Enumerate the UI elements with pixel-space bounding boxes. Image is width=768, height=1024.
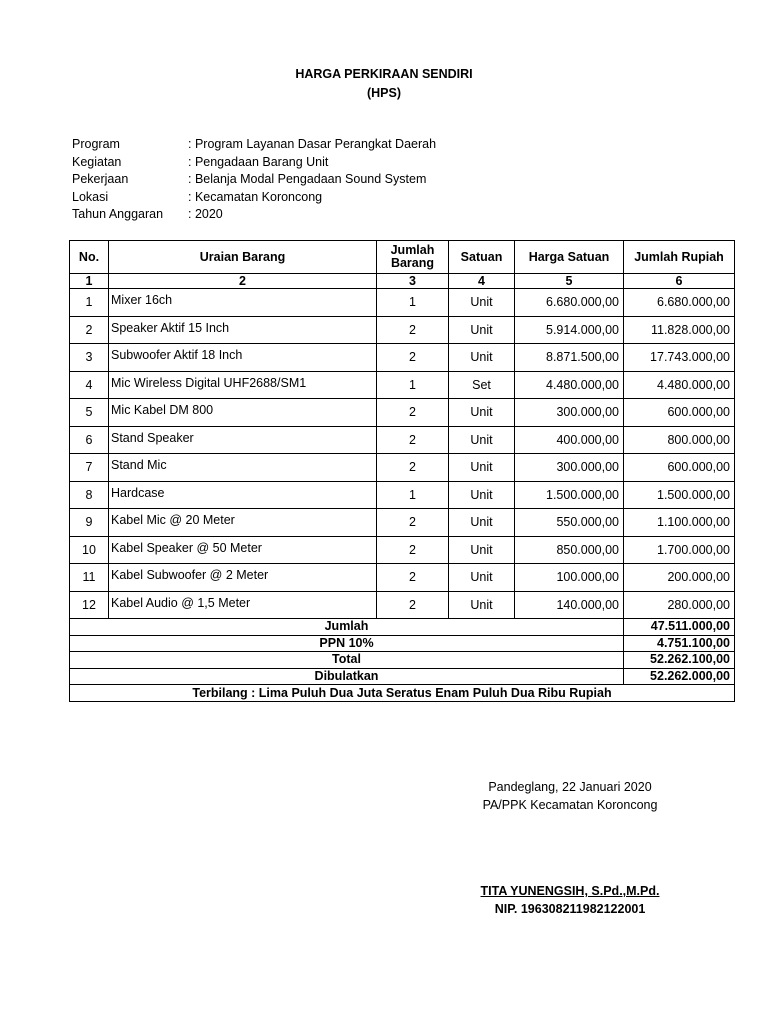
- info-value: : Program Layanan Dasar Perangkat Daerah: [188, 137, 437, 151]
- info-row-tahun: [72, 206, 436, 224]
- header-jumlah-rupiah: Jumlah Rupiah: [624, 241, 735, 274]
- table-row: [70, 316, 735, 344]
- item-total: 1.700.000,00: [624, 536, 735, 564]
- summary-value: 4.751.100,00: [624, 635, 735, 652]
- header-satuan: Satuan: [449, 241, 515, 274]
- summary-row: [70, 619, 735, 636]
- header-uraian: Uraian Barang: [109, 241, 377, 274]
- document-title: HARGA PERKIRAAN SENDIRI: [295, 67, 473, 81]
- summary-label: Total: [70, 652, 624, 669]
- hps-table: [69, 240, 735, 702]
- item-name: Hardcase: [109, 481, 377, 509]
- terbilang-row: [70, 685, 735, 702]
- item-qty: 1: [377, 289, 449, 317]
- item-qty: 1: [377, 481, 449, 509]
- item-no: 10: [70, 536, 109, 564]
- info-label: Lokasi: [72, 189, 109, 204]
- info-value: : Pengadaan Barang Unit: [188, 154, 329, 169]
- item-name: Kabel Subwoofer @ 2 Meter: [109, 564, 377, 592]
- item-no: 9: [70, 509, 109, 537]
- item-qty: 2: [377, 316, 449, 344]
- item-total: 1.100.000,00: [624, 509, 735, 537]
- item-unit: Unit: [449, 481, 515, 509]
- item-qty: 2: [377, 399, 449, 427]
- item-qty: 1: [377, 371, 449, 399]
- item-no: 6: [70, 426, 109, 454]
- table-row: [70, 371, 735, 399]
- item-no: 3: [70, 344, 109, 372]
- item-name: Kabel Speaker @ 50 Meter: [109, 536, 377, 564]
- item-price: 8.871.500,00: [515, 344, 624, 372]
- item-name: Stand Speaker: [109, 426, 377, 454]
- summary-value: 47.511.000,00: [624, 619, 735, 636]
- item-no: 11: [70, 564, 109, 592]
- table-row: [70, 426, 735, 454]
- item-price: 550.000,00: [515, 509, 624, 537]
- info-value: : 2020: [188, 207, 223, 221]
- signer-nip: NIP. 196308211982122001: [494, 902, 646, 916]
- table-row: [70, 454, 735, 482]
- item-unit: Unit: [449, 316, 515, 344]
- info-label: Program: [72, 137, 120, 151]
- summary-label: Jumlah: [70, 619, 624, 636]
- item-total: 280.000,00: [624, 591, 735, 619]
- summary-value: 52.262.000,00: [624, 668, 735, 685]
- item-total: 200.000,00: [624, 564, 735, 592]
- item-unit: Set: [449, 371, 515, 399]
- info-row-pekerjaan: [72, 171, 436, 189]
- summary-label: Dibulatkan: [70, 668, 624, 685]
- item-qty: 2: [377, 564, 449, 592]
- summary-label: PPN 10%: [70, 635, 624, 652]
- document-subtitle: (HPS): [366, 86, 402, 100]
- item-unit: Unit: [449, 564, 515, 592]
- info-value: : Kecamatan Koroncong: [188, 189, 323, 204]
- info-label: Kegiatan: [72, 154, 122, 169]
- table-row: [70, 289, 735, 317]
- item-price: 5.914.000,00: [515, 316, 624, 344]
- header-no: No.: [70, 241, 109, 274]
- summary-row: [70, 652, 735, 669]
- summary-row: [70, 668, 735, 685]
- item-total: 1.500.000,00: [624, 481, 735, 509]
- header-harga: Harga Satuan: [515, 241, 624, 274]
- item-name: Speaker Aktif 15 Inch: [109, 316, 377, 344]
- item-price: 300.000,00: [515, 454, 624, 482]
- item-price: 400.000,00: [515, 426, 624, 454]
- item-no: 8: [70, 481, 109, 509]
- item-price: 4.480.000,00: [515, 371, 624, 399]
- table-row: [70, 399, 735, 427]
- col-number: 2: [109, 274, 377, 289]
- item-price: 140.000,00: [515, 591, 624, 619]
- item-total: 800.000,00: [624, 426, 735, 454]
- col-number: 6: [624, 274, 735, 289]
- item-qty: 2: [377, 344, 449, 372]
- item-name: Mixer 16ch: [109, 289, 377, 317]
- place-date: Pandeglang, 22 Januari 2020: [488, 780, 652, 794]
- table-row: [70, 591, 735, 619]
- info-label: Tahun Anggaran: [72, 207, 164, 221]
- item-no: 1: [70, 289, 109, 317]
- item-unit: Unit: [449, 591, 515, 619]
- col-number: 1: [70, 274, 109, 289]
- col-number: 4: [449, 274, 515, 289]
- table-header-row: [70, 241, 735, 274]
- item-price: 1.500.000,00: [515, 481, 624, 509]
- item-name: Mic Wireless Digital UHF2688/SM1: [109, 371, 377, 399]
- item-unit: Unit: [449, 509, 515, 537]
- col-number: 5: [515, 274, 624, 289]
- info-row-kegiatan: [72, 154, 436, 172]
- col-number: 3: [377, 274, 449, 289]
- item-total: 11.828.000,00: [624, 316, 735, 344]
- info-block: [72, 136, 436, 224]
- header-jumlah-barang: Jumlah Barang: [377, 241, 449, 274]
- item-name: Kabel Mic @ 20 Meter: [109, 509, 377, 537]
- summary-row: [70, 635, 735, 652]
- info-label: Pekerjaan: [72, 172, 129, 186]
- table-row: [70, 509, 735, 537]
- info-row-lokasi: [72, 189, 436, 207]
- item-total: 6.680.000,00: [624, 289, 735, 317]
- item-no: 7: [70, 454, 109, 482]
- signer-position: PA/PPK Kecamatan Koroncong: [482, 798, 658, 812]
- item-no: 12: [70, 591, 109, 619]
- item-price: 850.000,00: [515, 536, 624, 564]
- item-name: Stand Mic: [109, 454, 377, 482]
- item-unit: Unit: [449, 399, 515, 427]
- item-qty: 2: [377, 536, 449, 564]
- item-qty: 2: [377, 426, 449, 454]
- summary-value: 52.262.100,00: [624, 652, 735, 669]
- item-total: 600.000,00: [624, 454, 735, 482]
- item-qty: 2: [377, 454, 449, 482]
- info-value: : Belanja Modal Pengadaan Sound System: [188, 172, 427, 186]
- item-no: 5: [70, 399, 109, 427]
- column-number-row: [70, 274, 735, 289]
- item-price: 100.000,00: [515, 564, 624, 592]
- item-unit: Unit: [449, 426, 515, 454]
- item-price: 300.000,00: [515, 399, 624, 427]
- item-price: 6.680.000,00: [515, 289, 624, 317]
- item-total: 17.743.000,00: [624, 344, 735, 372]
- item-unit: Unit: [449, 536, 515, 564]
- item-no: 2: [70, 316, 109, 344]
- table-row: [70, 344, 735, 372]
- item-no: 4: [70, 371, 109, 399]
- item-total: 600.000,00: [624, 399, 735, 427]
- table-row: [70, 481, 735, 509]
- item-qty: 2: [377, 591, 449, 619]
- item-name: Mic Kabel DM 800: [109, 399, 377, 427]
- item-qty: 2: [377, 509, 449, 537]
- item-total: 4.480.000,00: [624, 371, 735, 399]
- item-name: Subwoofer Aktif 18 Inch: [109, 344, 377, 372]
- item-unit: Unit: [449, 289, 515, 317]
- info-row-program: [72, 136, 436, 154]
- table-row: [70, 536, 735, 564]
- item-name: Kabel Audio @ 1,5 Meter: [109, 591, 377, 619]
- table-row: [70, 564, 735, 592]
- signer-name: TITA YUNENGSIH, S.Pd.,M.Pd.: [480, 884, 660, 898]
- terbilang-text: Terbilang : Lima Puluh Dua Juta Seratus Enam Puluh Dua Ribu Rupiah: [70, 685, 735, 702]
- item-unit: Unit: [449, 344, 515, 372]
- item-unit: Unit: [449, 454, 515, 482]
